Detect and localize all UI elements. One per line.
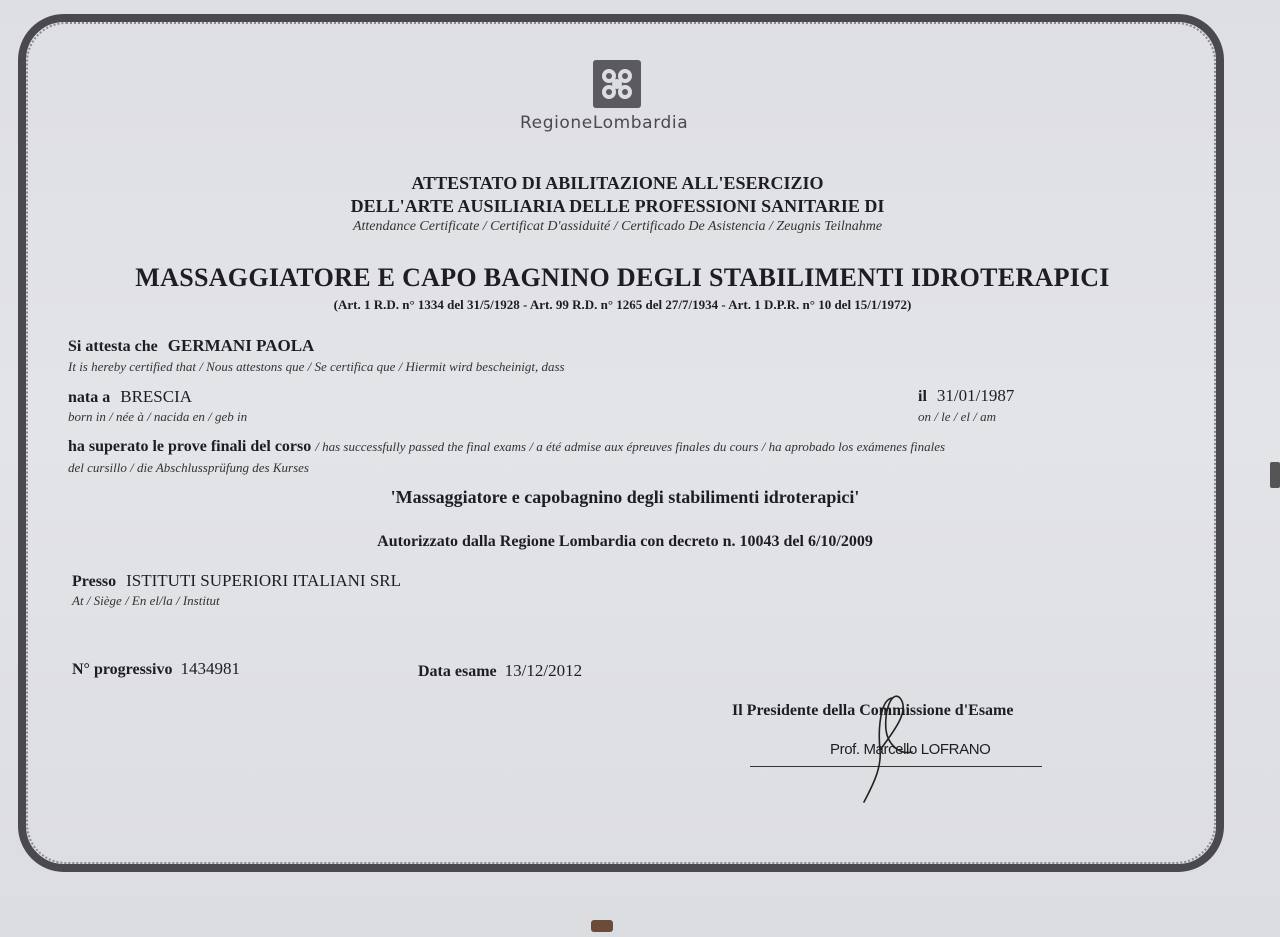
attest-label: Si attesta che [68,338,158,355]
exam-date-row [418,661,582,681]
passed-translation-2: del cursillo / die Abschlussprüfung des Kurses [68,460,309,475]
attest-row [68,336,314,356]
passed-label: ha superato le prove finali del corso [68,438,312,455]
institute-label: Presso [72,573,117,590]
president-label: Il Presidente della Commissione d'Esame [732,702,1014,719]
holder-name: GERMANI PAOLA [167,336,315,355]
birthplace-row [68,387,192,407]
course-name: 'Massaggiatore e capobagnino degli stabilimenti idroterapici' [390,487,860,507]
institute-row [72,571,401,591]
birthdate-row [918,386,1014,406]
attest-translation: It is hereby certified that / Nous attestons que / Se certifica que / Hiermit wird bescheinigt, dass [68,359,565,374]
birthdate-value: 31/01/1987 [936,386,1015,405]
passed-translation-1: / has successfully passed the final exams / a été admise aux épreuves finales du cours / ha aprobado los exámenes finales [315,439,946,454]
heading-line-1: ATTESTATO DI ABILITAZIONE ALL'ESERCIZIO [411,173,824,193]
certificate-title: MASSAGGIATORE E CAPO BAGNINO DEGLI STABILIMENTI IDROTERAPICI [135,263,1110,292]
progressive-value: 1434981 [180,659,240,678]
certificate-heading [300,172,935,218]
birthdate-translation: on / le / el / am [918,409,996,424]
frame-hook [591,920,613,932]
institute-translation: At / Siège / En el/la / Institut [72,593,220,608]
birthplace-translation: born in / née à / nacida en / geb in [68,409,248,424]
heading-line-2: DELL'ARTE AUSILIARIA DELLE PROFESSIONI SANITARIE DI [350,196,885,216]
institute-name: ISTITUTI SUPERIORI ITALIANI SRL [126,571,402,590]
handwritten-signature [840,690,920,805]
passed-row [68,438,945,456]
president-name: Prof. Marcello LOFRANO [830,741,991,758]
birthdate-label: il [918,388,927,405]
birthplace-value: BRESCIA [120,387,193,406]
legal-references: (Art. 1 R.D. n° 1334 del 31/5/1928 - Art. 99 R.D. n° 1265 del 27/7/1934 - Art. 1 D.P.R. n° 10 del 15/1/1972) [333,297,912,312]
authorization-decree: Autorizzato dalla Regione Lombardia con decreto n. 10043 del 6/10/2009 [377,533,873,550]
progressive-row [72,659,240,679]
birthplace-label: nata a [68,389,111,406]
regione-lombardia-logo-icon [593,60,641,108]
exam-date-label: Data esame [418,663,497,680]
exam-date-value: 13/12/2012 [504,661,583,680]
logo-wordmark: RegioneLombardia [520,113,689,133]
frame-clip [1270,462,1280,488]
heading-translations: Attendance Certificate / Certificat D'assiduité / Certificado De Asistencia / Zeugnis Teilnahme [352,219,883,234]
progressive-label: N° progressivo [72,661,173,678]
